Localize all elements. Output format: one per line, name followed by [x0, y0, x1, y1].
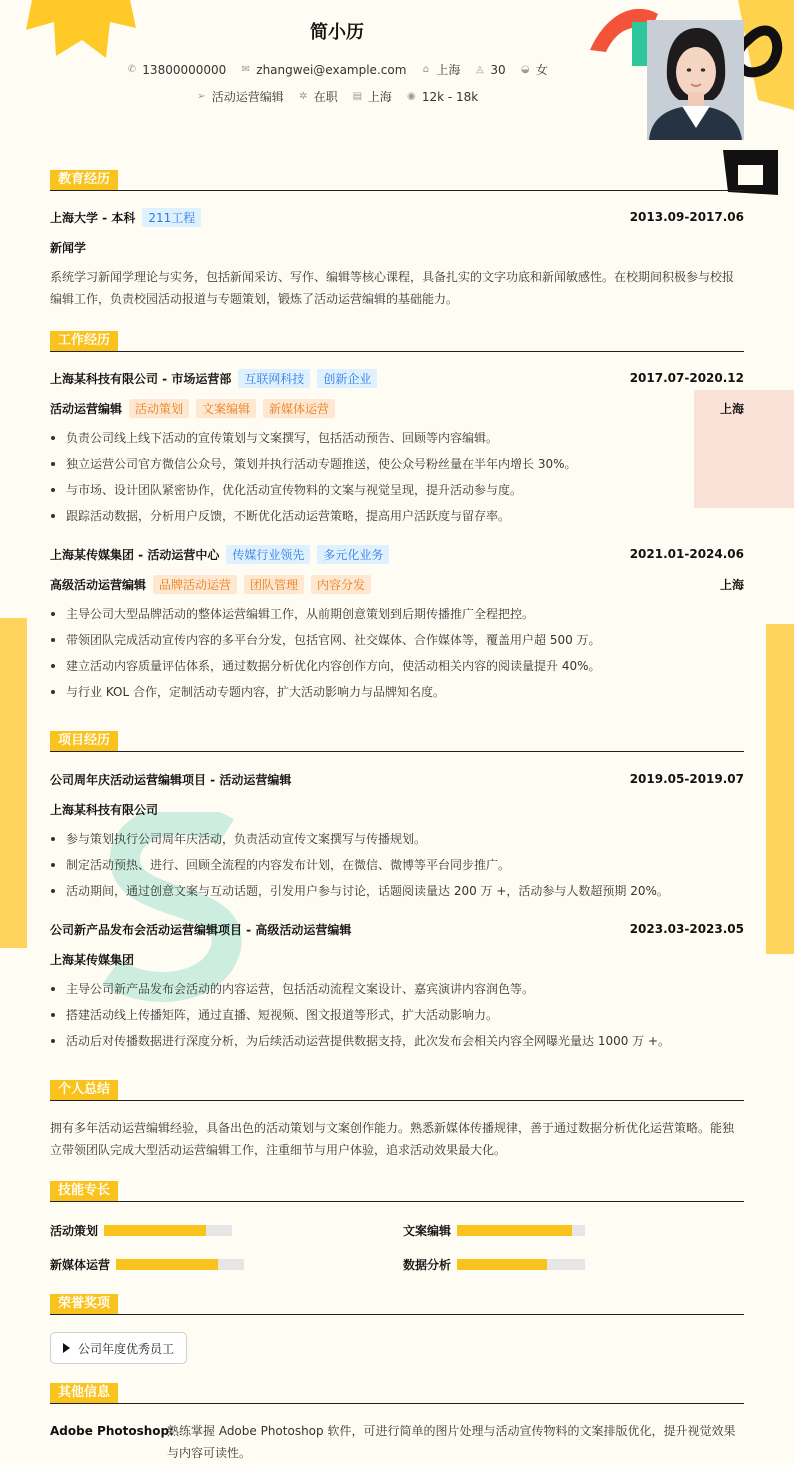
- list-item: 与市场、设计团队紧密协作，优化活动宣传物料的文案与视觉呈现，提升活动参与度。: [50, 477, 744, 503]
- role-tag: 文案编辑: [196, 399, 256, 418]
- list-item: 建立活动内容质量评估体系，通过数据分析优化内容创作方向，使活动相关内容的阅读量提升 40%。: [50, 653, 744, 679]
- project-title-row: [50, 919, 744, 939]
- work-city: 上海: [719, 577, 744, 592]
- work-bullets: [50, 425, 744, 529]
- company-name: 上海某科技有限公司 - 市场运营部: [50, 371, 232, 386]
- summary-title: 个人总结: [50, 1080, 118, 1100]
- company-tag: 传媒行业领先: [226, 545, 310, 564]
- status-item: [298, 88, 338, 105]
- project-title: 项目经历: [50, 731, 118, 751]
- list-item: 参与策划执行公司周年庆活动，负责活动宣传文案撰写与传播规划。: [50, 826, 744, 852]
- award-item[interactable]: [50, 1332, 187, 1364]
- send-icon: ➢: [197, 91, 206, 102]
- role-title: 高级活动运营编辑: [50, 577, 147, 592]
- position-item: [196, 88, 284, 105]
- role-tag: 活动策划: [129, 399, 189, 418]
- phone-item: [126, 61, 226, 78]
- email: zhangwei@example.com: [256, 62, 407, 77]
- skill-level-fill: [457, 1259, 547, 1270]
- school-name: 上海大学 - 本科: [50, 210, 136, 225]
- skills-section-header: [50, 1181, 744, 1202]
- education-date: 2013.09-2017.06: [629, 210, 744, 224]
- work-bullets: [50, 601, 744, 705]
- work-date: 2017.07-2020.12: [629, 371, 744, 385]
- gender: 女: [535, 63, 548, 77]
- other-info-row: [50, 1420, 744, 1464]
- company-tag: 创新企业: [317, 369, 377, 388]
- skill-level-fill: [104, 1225, 206, 1236]
- gear-icon: ✲: [299, 91, 308, 102]
- work-city: 上海: [719, 401, 744, 416]
- yellow-strip-right: [766, 624, 794, 954]
- status: 在职: [313, 90, 338, 104]
- skill-item: [50, 1256, 244, 1273]
- summary-section-header: [50, 1080, 744, 1101]
- other-label: Adobe Photoshop:: [50, 1424, 174, 1438]
- skills-title: 技能专长: [50, 1181, 118, 1201]
- work-city-item: [352, 88, 392, 105]
- candidate-name: 简小历: [310, 22, 364, 43]
- school-tag: 211工程: [142, 208, 201, 227]
- company-name: 上海某传媒集团 - 活动运营中心: [50, 547, 220, 562]
- building-icon: ▤: [352, 91, 363, 102]
- skill-level-bar: [457, 1225, 585, 1236]
- mail-icon: ✉: [241, 64, 250, 75]
- skill-name: 新媒体运营: [50, 1258, 111, 1272]
- company-tag: 互联网科技: [238, 369, 310, 388]
- work-city: 上海: [367, 90, 392, 104]
- list-item: 主导公司新产品发布会活动的内容运营，包括活动流程文案设计、嘉宾演讲内容润色等。: [50, 976, 744, 1002]
- age: 30: [490, 62, 506, 77]
- skill-level-bar: [104, 1225, 232, 1236]
- skill-level-fill: [116, 1259, 218, 1270]
- phone: 13800000000: [142, 62, 227, 77]
- awards-section-header: [50, 1294, 744, 1315]
- company-tag: 多元化业务: [317, 545, 389, 564]
- project-org: 上海某科技有限公司: [50, 802, 159, 817]
- list-item: 活动后对传播数据进行深度分析，为后续活动运营提供数据支持，此次发布会相关内容全网曝光量达 1000 万 +。: [50, 1028, 744, 1054]
- project-bullets: [50, 976, 744, 1054]
- list-item: 独立运营公司官方微信公众号，策划并执行活动专题推送，使公众号粉丝量在半年内增长 30%。: [50, 451, 744, 477]
- project-org-row: [50, 949, 744, 969]
- role-tag: 团队管理: [244, 575, 304, 594]
- list-item: 负责公司线上线下活动的宣传策划与文案撰写，包括活动预告、回顾等内容编辑。: [50, 425, 744, 451]
- list-item: 搭建活动线上传播矩阵，通过直播、短视频、图文报道等形式，扩大活动影响力。: [50, 1002, 744, 1028]
- age-item: [474, 61, 505, 78]
- summary-text: 拥有多年活动运营编辑经验，具备出色的活动策划与文案创作能力。熟悉新媒体传播规律，善于通过数据分析优化运营策略。能独立带领团队完成大型活动运营编辑工作，注重细节与用户体验，追求活动效果最大化。: [50, 1121, 735, 1157]
- other-title: 其他信息: [50, 1383, 118, 1403]
- yellow-strip-left: [0, 618, 27, 948]
- major-row: [50, 237, 744, 257]
- education-description: 系统学习新闻学理论与实务，包括新闻采访、写作、编辑等核心课程，具备扎实的文字功底和新闻敏感性。在校期间积极参与校报编辑工作，负责校园活动报道与专题策划，锻炼了活动运营编辑的基础能力。: [50, 270, 735, 306]
- other-text: 熟练掌握 Adobe Photoshop 软件，可进行简单的图片处理与活动宣传物料的文案排版优化，提升视觉效果与内容可读性。: [167, 1424, 736, 1460]
- email-item: [240, 61, 406, 78]
- profile-photo: [647, 20, 744, 140]
- major: 新闻学: [50, 240, 87, 255]
- phone-icon: ✆: [127, 64, 136, 75]
- salary-icon: ◉: [406, 91, 416, 102]
- age-icon: ◬: [476, 64, 484, 75]
- work-section-header: [50, 331, 744, 352]
- gender-icon: ◒: [520, 64, 530, 75]
- award-name: 公司年度优秀员工: [78, 1341, 175, 1356]
- role-tag: 内容分发: [311, 575, 371, 594]
- list-item: 带领团队完成活动宣传内容的多平台分发，包括官网、社交媒体、合作媒体等，覆盖用户超 500 万。: [50, 627, 744, 653]
- list-item: 制定活动预热、进行、回顾全流程的内容发布计划，在微信、微博等平台同步推广。: [50, 852, 744, 878]
- position: 活动运营编辑: [211, 90, 284, 104]
- project-name: 公司周年庆活动运营编辑项目 - 活动运营编辑: [50, 772, 292, 787]
- skill-item: [403, 1256, 585, 1273]
- skill-level-bar: [457, 1259, 585, 1270]
- work-title: 工作经历: [50, 331, 118, 351]
- skill-name: 文案编辑: [403, 1224, 452, 1238]
- skill-name: 数据分析: [403, 1258, 452, 1272]
- salary-item: [406, 88, 478, 105]
- home-icon: ⌂: [422, 64, 430, 75]
- project-org: 上海某传媒集团: [50, 952, 135, 967]
- work-date: 2021.01-2024.06: [629, 547, 744, 561]
- contact-row: [50, 61, 624, 78]
- project-name: 公司新产品发布会活动运营编辑项目 - 高级活动运营编辑: [50, 922, 352, 937]
- salary: 12k - 18k: [421, 89, 479, 104]
- project-section-header: [50, 731, 744, 752]
- role-title: 活动运营编辑: [50, 401, 123, 416]
- work-item-role-row: [50, 574, 744, 594]
- skill-item: [403, 1222, 585, 1239]
- role-tag: 新媒体运营: [263, 399, 335, 418]
- education-title: 教育经历: [50, 170, 118, 190]
- job-intent-row: [50, 88, 624, 105]
- play-icon: [63, 1343, 70, 1353]
- project-bullets: [50, 826, 744, 904]
- role-tag: 品牌活动运营: [153, 575, 237, 594]
- list-item: 与行业 KOL 合作，定制活动专题内容，扩大活动影响力与品牌知名度。: [50, 679, 744, 705]
- gender-item: [520, 61, 548, 78]
- city-item: [420, 61, 460, 78]
- skill-name: 活动策划: [50, 1224, 99, 1238]
- project-date: 2023.03-2023.05: [629, 922, 744, 936]
- project-org-row: [50, 799, 744, 819]
- skill-item: [50, 1222, 232, 1239]
- skill-level-fill: [457, 1225, 572, 1236]
- list-item: 活动期间，通过创意文案与互动话题，引发用户参与讨论，话题阅读量达 200 万 +，活动参与人数超预期 20%。: [50, 878, 744, 904]
- work-item-role-row: [50, 398, 744, 418]
- other-section-header: [50, 1383, 744, 1404]
- work-item-company-row: [50, 544, 744, 564]
- city: 上海: [436, 63, 461, 77]
- list-item: 跟踪活动数据，分析用户反馈，不断优化活动运营策略，提高用户活跃度与留存率。: [50, 503, 744, 529]
- education-section-header: [50, 170, 744, 191]
- list-item: 主导公司大型品牌活动的整体运营编辑工作，从前期创意策划到后期传播推广全程把控。: [50, 601, 744, 627]
- skill-level-bar: [116, 1259, 244, 1270]
- awards-title: 荣誉奖项: [50, 1294, 118, 1314]
- education-row: [50, 207, 744, 227]
- project-title-row: [50, 769, 744, 789]
- work-item-company-row: [50, 368, 744, 388]
- project-date: 2019.05-2019.07: [629, 772, 744, 786]
